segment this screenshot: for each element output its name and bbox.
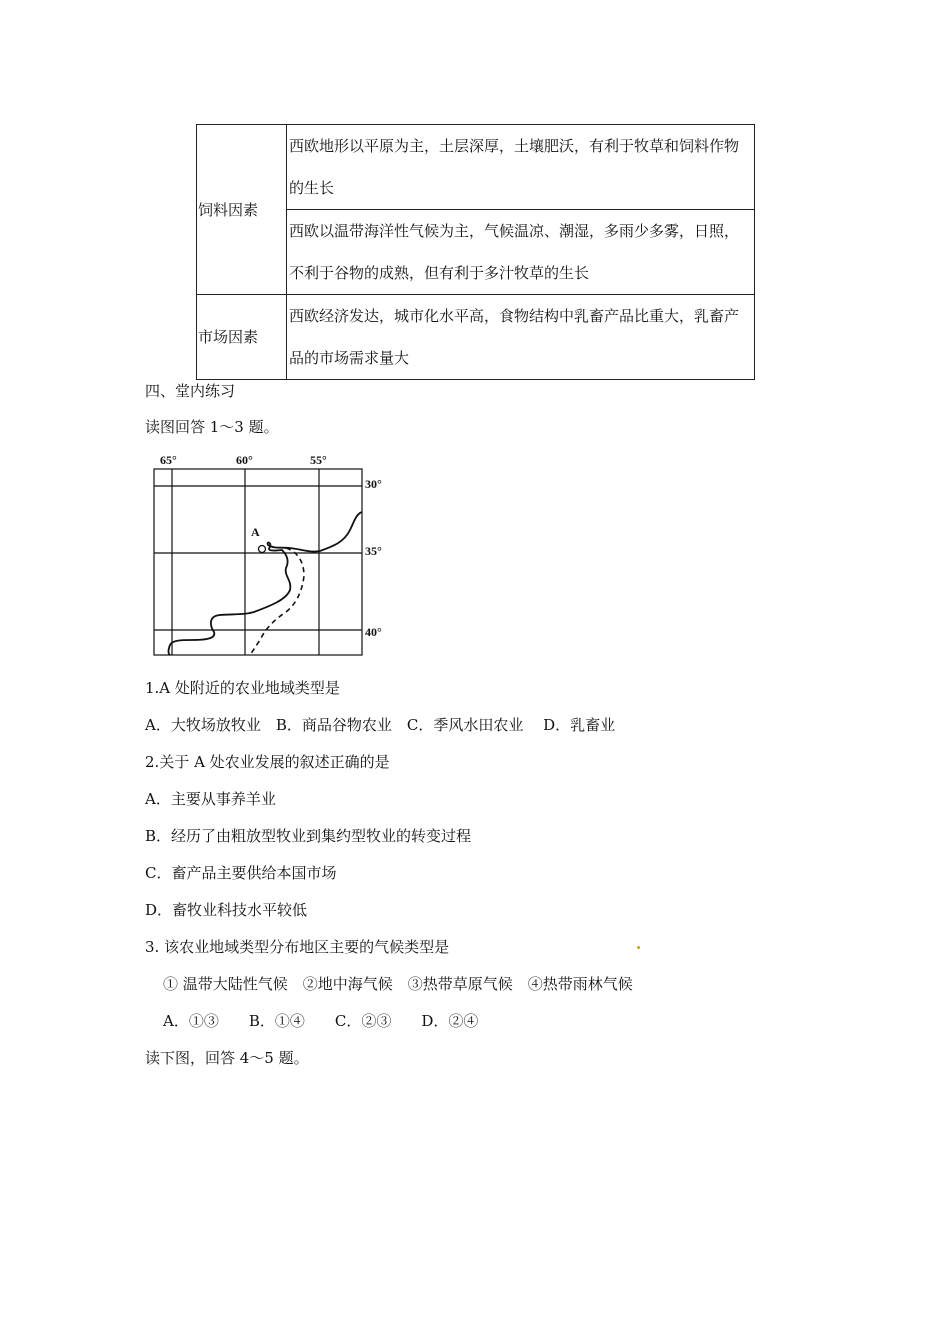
point-a-label: A (251, 525, 260, 539)
lon-label: 65° (160, 453, 177, 467)
decorative-dot (637, 946, 640, 949)
coastline (169, 512, 363, 655)
question-3-stem: 3. 该农业地域类型分布地区主要的气候类型是 (145, 938, 450, 956)
question-3-options: A．①③ B．①④ C．②③ D．②④ (163, 1012, 479, 1030)
lon-label: 60° (236, 453, 253, 467)
factor-description: 西欧以温带海洋性气候为主，气候温凉、潮湿，多雨少多雾，日照，不利于谷物的成熟，但有利于多汁牧草的生长 (287, 210, 755, 295)
map-figure (150, 450, 400, 662)
lat-label: 35° (365, 544, 382, 558)
question-2-option: B．经历了由粗放型牧业到集约型牧业的转变过程 (145, 827, 472, 845)
question-2-option: D．畜牧业科技水平较低 (145, 901, 308, 919)
question-intro: 读图回答 1～3 题。 (145, 418, 279, 436)
question-intro-2: 读下图，回答 4～5 题。 (145, 1049, 309, 1067)
question-3-choices: ① 温带大陆性气候 ②地中海气候 ③热带草原气候 ④热带雨林气候 (163, 975, 633, 993)
question-2-stem: 2.关于 A 处农业发展的叙述正确的是 (145, 753, 390, 771)
factor-description: 西欧经济发达，城市化水平高，食物结构中乳畜产品比重大，乳畜产品的市场需求量大 (287, 295, 755, 380)
map-frame (154, 469, 362, 655)
table-row (197, 295, 755, 380)
question-2-option: C．畜产品主要供给本国市场 (145, 864, 337, 882)
lat-label: 30° (365, 477, 382, 491)
question-2-option: A．主要从事养羊业 (145, 790, 276, 808)
factor-description: 西欧地形以平原为主，土层深厚，土壤肥沃，有利于牧草和饲料作物的生长 (287, 125, 755, 210)
table-row (197, 125, 755, 210)
point-a-marker (259, 546, 266, 553)
question-1-options: A．大牧场放牧业 B．商品谷物农业 C．季风水田农业 D．乳畜业 (145, 716, 616, 734)
factor-label: 市场因素 (197, 295, 287, 380)
question-1-stem: 1.A 处附近的农业地域类型是 (145, 679, 340, 697)
lat-label: 40° (365, 625, 382, 639)
factors-table (196, 124, 755, 380)
factor-label: 饲料因素 (197, 125, 287, 295)
lon-label: 55° (310, 453, 327, 467)
section-title: 四、堂内练习 (145, 382, 236, 400)
